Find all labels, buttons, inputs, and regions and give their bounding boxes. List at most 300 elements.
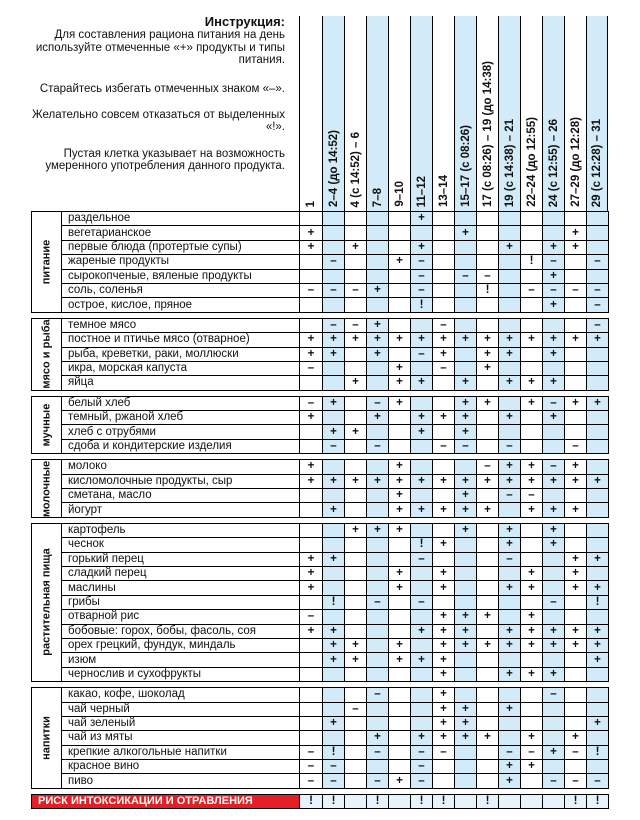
mark-cell [300, 523, 323, 537]
mark-cell: – [411, 269, 433, 283]
risk-mark-cell: ! [411, 794, 433, 808]
mark-cell: – [543, 688, 565, 702]
mark-cell: + [565, 581, 587, 595]
mark-cell: + [565, 240, 587, 254]
mark-cell [565, 760, 587, 774]
mark-cell [499, 283, 521, 297]
mark-cell: + [367, 347, 389, 361]
mark-cell [499, 503, 521, 517]
mark-cell [323, 581, 345, 595]
mark-cell: + [587, 552, 609, 566]
mark-cell [411, 688, 433, 702]
mark-cell [477, 538, 499, 552]
mark-cell: + [499, 240, 521, 254]
table-row [32, 731, 609, 745]
mark-cell: + [521, 460, 543, 474]
mark-cell [521, 716, 543, 730]
mark-cell [477, 523, 499, 537]
mark-cell: + [521, 333, 543, 347]
product-name: изюм [62, 653, 300, 667]
mark-cell: – [300, 361, 323, 375]
mark-cell: – [300, 283, 323, 297]
mark-cell: + [433, 624, 455, 638]
day-column-header [586, 16, 608, 211]
mark-cell [565, 653, 587, 667]
mark-cell [587, 688, 609, 702]
mark-cell [389, 716, 411, 730]
mark-cell [587, 538, 609, 552]
mark-cell: + [433, 347, 455, 361]
mark-cell [345, 667, 367, 681]
mark-cell: – [587, 298, 609, 312]
mark-cell: + [455, 489, 477, 503]
mark-cell [345, 347, 367, 361]
mark-cell [521, 439, 543, 453]
mark-cell [521, 411, 543, 425]
mark-cell [411, 716, 433, 730]
mark-cell [389, 731, 411, 745]
mark-cell: – [411, 745, 433, 759]
mark-cell [300, 212, 323, 226]
mark-cell: – [323, 760, 345, 774]
mark-cell [367, 566, 389, 580]
mark-cell: + [433, 638, 455, 652]
table-row [32, 667, 609, 681]
mark-cell: + [411, 474, 433, 488]
product-name: молоко [62, 460, 300, 474]
mark-cell [389, 318, 411, 332]
mark-cell [499, 716, 521, 730]
mark-cell: + [300, 474, 323, 488]
mark-cell: + [521, 624, 543, 638]
mark-cell [345, 411, 367, 425]
mark-cell [565, 688, 587, 702]
mark-cell: + [389, 638, 411, 652]
mark-cell [300, 298, 323, 312]
mark-cell: + [565, 731, 587, 745]
mark-cell [323, 610, 345, 624]
mark-cell: + [521, 396, 543, 410]
day-column-header [366, 16, 388, 211]
table-row [32, 255, 609, 269]
mark-cell: + [323, 425, 345, 439]
mark-cell [587, 566, 609, 580]
mark-cell: + [543, 474, 565, 488]
table-row [32, 653, 609, 667]
mark-cell [499, 318, 521, 332]
mark-cell [389, 538, 411, 552]
mark-cell [433, 283, 455, 297]
mark-cell: – [300, 745, 323, 759]
mark-cell [587, 731, 609, 745]
mark-cell: + [499, 538, 521, 552]
mark-cell [499, 255, 521, 269]
mark-cell [345, 552, 367, 566]
mark-cell: + [455, 396, 477, 410]
mark-cell [345, 489, 367, 503]
mark-cell: + [367, 318, 389, 332]
product-name: сметана, масло [62, 489, 300, 503]
mark-cell [521, 240, 543, 254]
mark-cell [521, 538, 543, 552]
mark-cell [389, 745, 411, 759]
mark-cell: – [587, 255, 609, 269]
mark-cell [543, 425, 565, 439]
mark-cell [433, 523, 455, 537]
mark-cell [477, 702, 499, 716]
mark-cell [455, 688, 477, 702]
mark-cell [367, 255, 389, 269]
mark-cell: + [499, 702, 521, 716]
category-cell [32, 460, 62, 518]
mark-cell: + [499, 667, 521, 681]
mark-cell: + [477, 347, 499, 361]
mark-cell: + [587, 653, 609, 667]
mark-cell [367, 702, 389, 716]
mark-cell: – [345, 318, 367, 332]
mark-cell [565, 411, 587, 425]
table-row [32, 439, 609, 453]
mark-cell: + [565, 624, 587, 638]
table-row [32, 716, 609, 730]
mark-cell: + [389, 333, 411, 347]
diet-table [31, 211, 609, 809]
mark-cell: + [411, 212, 433, 226]
mark-cell [565, 376, 587, 390]
mark-cell [367, 581, 389, 595]
mark-cell [521, 347, 543, 361]
mark-cell: + [323, 653, 345, 667]
risk-mark-cell: ! [433, 794, 455, 808]
mark-cell [455, 361, 477, 375]
mark-cell [389, 760, 411, 774]
category-label: напитки [40, 716, 52, 760]
mark-cell [300, 595, 323, 609]
mark-cell [587, 702, 609, 716]
mark-cell [367, 538, 389, 552]
mark-cell: – [543, 595, 565, 609]
mark-cell: – [300, 610, 323, 624]
mark-cell: – [433, 745, 455, 759]
mark-cell [323, 212, 345, 226]
mark-cell: + [521, 667, 543, 681]
mark-cell [543, 716, 565, 730]
mark-cell [389, 240, 411, 254]
mark-cell: + [411, 411, 433, 425]
mark-cell [300, 503, 323, 517]
mark-cell [455, 667, 477, 681]
risk-mark-cell: ! [300, 794, 323, 808]
mark-cell [367, 489, 389, 503]
mark-cell: + [411, 333, 433, 347]
mark-cell [367, 760, 389, 774]
mark-cell: – [477, 269, 499, 283]
mark-cell: + [455, 474, 477, 488]
day-column-header [388, 16, 410, 211]
mark-cell: + [565, 333, 587, 347]
mark-cell [411, 667, 433, 681]
mark-cell [455, 760, 477, 774]
mark-cell: + [300, 566, 323, 580]
mark-cell [521, 552, 543, 566]
mark-cell [345, 226, 367, 240]
mark-cell [300, 716, 323, 730]
mark-cell: + [389, 566, 411, 580]
day-column-header [476, 16, 498, 211]
mark-cell [587, 489, 609, 503]
category-cell [32, 212, 62, 313]
mark-cell: + [411, 425, 433, 439]
mark-cell: + [543, 638, 565, 652]
instructions-text-2: Старайтесь избегать отмеченных знаком «–». [39, 82, 285, 95]
mark-cell: – [300, 760, 323, 774]
mark-cell: – [367, 396, 389, 410]
mark-cell: – [411, 760, 433, 774]
mark-cell: + [499, 347, 521, 361]
mark-cell: – [499, 489, 521, 503]
mark-cell [455, 318, 477, 332]
product-name: постное и птичье мясо (отварное) [62, 333, 300, 347]
mark-cell [323, 411, 345, 425]
mark-cell [300, 376, 323, 390]
mark-cell [345, 745, 367, 759]
table-row [32, 411, 609, 425]
mark-cell [455, 653, 477, 667]
mark-cell: + [499, 624, 521, 638]
table-row [32, 425, 609, 439]
mark-cell: + [367, 474, 389, 488]
mark-cell: ! [587, 745, 609, 759]
day-column-header [498, 16, 520, 211]
mark-cell [543, 489, 565, 503]
mark-cell: + [323, 552, 345, 566]
mark-cell: + [455, 638, 477, 652]
mark-cell: – [411, 774, 433, 788]
mark-cell [455, 566, 477, 580]
mark-cell [477, 318, 499, 332]
table-row [32, 581, 609, 595]
mark-cell [477, 688, 499, 702]
mark-cell: ! [323, 595, 345, 609]
mark-cell [300, 538, 323, 552]
day-label: 11–12 [415, 175, 428, 207]
mark-cell: – [323, 774, 345, 788]
mark-cell [300, 439, 323, 453]
category-cell [32, 318, 62, 390]
mark-cell: + [323, 396, 345, 410]
mark-cell [455, 347, 477, 361]
mark-cell: + [543, 745, 565, 759]
mark-cell [323, 240, 345, 254]
mark-cell [477, 760, 499, 774]
mark-cell [367, 212, 389, 226]
category-cell [32, 523, 62, 681]
mark-cell: + [455, 731, 477, 745]
mark-cell [477, 240, 499, 254]
mark-cell [345, 298, 367, 312]
mark-cell [345, 595, 367, 609]
mark-cell [455, 460, 477, 474]
mark-cell: + [323, 347, 345, 361]
day-column-header [432, 16, 454, 211]
day-column-header [564, 16, 586, 211]
product-name: чай черный [62, 702, 300, 716]
mark-cell: – [411, 552, 433, 566]
mark-cell: + [565, 226, 587, 240]
mark-cell [345, 269, 367, 283]
product-name: пиво [62, 774, 300, 788]
mark-cell: – [565, 745, 587, 759]
mark-cell [455, 283, 477, 297]
mark-cell [455, 745, 477, 759]
mark-cell [543, 653, 565, 667]
risk-mark-cell [389, 794, 411, 808]
mark-cell: + [300, 460, 323, 474]
mark-cell [587, 411, 609, 425]
mark-cell: + [389, 474, 411, 488]
table-row [32, 566, 609, 580]
mark-cell: + [521, 581, 543, 595]
mark-cell [433, 212, 455, 226]
mark-cell: + [543, 333, 565, 347]
mark-cell [521, 702, 543, 716]
mark-cell: + [521, 376, 543, 390]
mark-cell: + [389, 581, 411, 595]
risk-mark-cell [499, 794, 521, 808]
mark-cell: + [499, 523, 521, 537]
mark-cell [477, 212, 499, 226]
mark-cell [543, 702, 565, 716]
mark-cell [587, 425, 609, 439]
mark-cell: – [323, 283, 345, 297]
mark-cell: – [587, 283, 609, 297]
mark-cell: + [565, 638, 587, 652]
mark-cell [345, 716, 367, 730]
mark-cell [565, 716, 587, 730]
mark-cell: + [300, 347, 323, 361]
day-label: 22–24 (до 12:55) [525, 117, 538, 207]
category-cell [32, 688, 62, 789]
mark-cell: – [433, 361, 455, 375]
mark-cell: + [521, 760, 543, 774]
product-name: сладкий перец [62, 566, 300, 580]
mark-cell [565, 702, 587, 716]
mark-cell: + [499, 638, 521, 652]
mark-cell [389, 298, 411, 312]
table-row [32, 283, 609, 297]
mark-cell [455, 255, 477, 269]
mark-cell: – [323, 255, 345, 269]
mark-cell [411, 702, 433, 716]
day-column-header [299, 16, 322, 211]
mark-cell: + [389, 653, 411, 667]
mark-cell [499, 425, 521, 439]
mark-cell: + [455, 716, 477, 730]
mark-cell [433, 269, 455, 283]
mark-cell [433, 552, 455, 566]
mark-cell: + [389, 774, 411, 788]
mark-cell [367, 716, 389, 730]
product-name: чеснок [62, 538, 300, 552]
mark-cell [521, 269, 543, 283]
mark-cell [300, 425, 323, 439]
mark-cell [389, 688, 411, 702]
mark-cell: + [433, 566, 455, 580]
mark-cell [323, 298, 345, 312]
mark-cell [565, 269, 587, 283]
mark-cell: – [543, 774, 565, 788]
mark-cell [367, 638, 389, 652]
day-label: 9–10 [393, 181, 406, 207]
mark-cell [543, 610, 565, 624]
mark-cell [389, 702, 411, 716]
mark-cell [587, 226, 609, 240]
mark-cell [367, 503, 389, 517]
mark-cell [433, 425, 455, 439]
mark-cell [455, 581, 477, 595]
table-row [32, 702, 609, 716]
mark-cell [587, 503, 609, 517]
mark-cell [389, 347, 411, 361]
day-label: 1 [305, 200, 317, 207]
mark-cell: ! [323, 745, 345, 759]
mark-cell: + [455, 376, 477, 390]
mark-cell [433, 774, 455, 788]
mark-cell [587, 610, 609, 624]
mark-cell: + [521, 503, 543, 517]
risk-mark-cell: ! [367, 794, 389, 808]
table-row [32, 376, 609, 390]
mark-cell: + [345, 523, 367, 537]
risk-mark-cell [543, 794, 565, 808]
mark-cell [521, 298, 543, 312]
mark-cell: – [323, 318, 345, 332]
mark-cell [587, 439, 609, 453]
mark-cell [587, 376, 609, 390]
mark-cell [389, 212, 411, 226]
mark-cell: + [521, 474, 543, 488]
mark-cell: ! [411, 538, 433, 552]
mark-cell: + [433, 702, 455, 716]
mark-cell [477, 411, 499, 425]
mark-cell [323, 269, 345, 283]
mark-cell [499, 566, 521, 580]
table-row [32, 240, 609, 254]
mark-cell [433, 396, 455, 410]
mark-cell: ! [411, 298, 433, 312]
mark-cell [499, 212, 521, 226]
product-name: кисломолочные продукты, сыр [62, 474, 300, 488]
category-cell [32, 396, 62, 454]
mark-cell [323, 731, 345, 745]
mark-cell: – [499, 745, 521, 759]
day-label: 17 (с 08:26) – 19 (до 14:38) [481, 60, 494, 207]
mark-cell [367, 425, 389, 439]
mark-cell [587, 212, 609, 226]
mark-cell: – [367, 745, 389, 759]
mark-cell [499, 610, 521, 624]
mark-cell: – [521, 489, 543, 503]
mark-cell: + [433, 653, 455, 667]
mark-cell [543, 361, 565, 375]
mark-cell: + [565, 460, 587, 474]
mark-cell: + [455, 411, 477, 425]
mark-cell [411, 226, 433, 240]
mark-cell [565, 667, 587, 681]
mark-cell [323, 361, 345, 375]
mark-cell [389, 610, 411, 624]
mark-cell [565, 212, 587, 226]
